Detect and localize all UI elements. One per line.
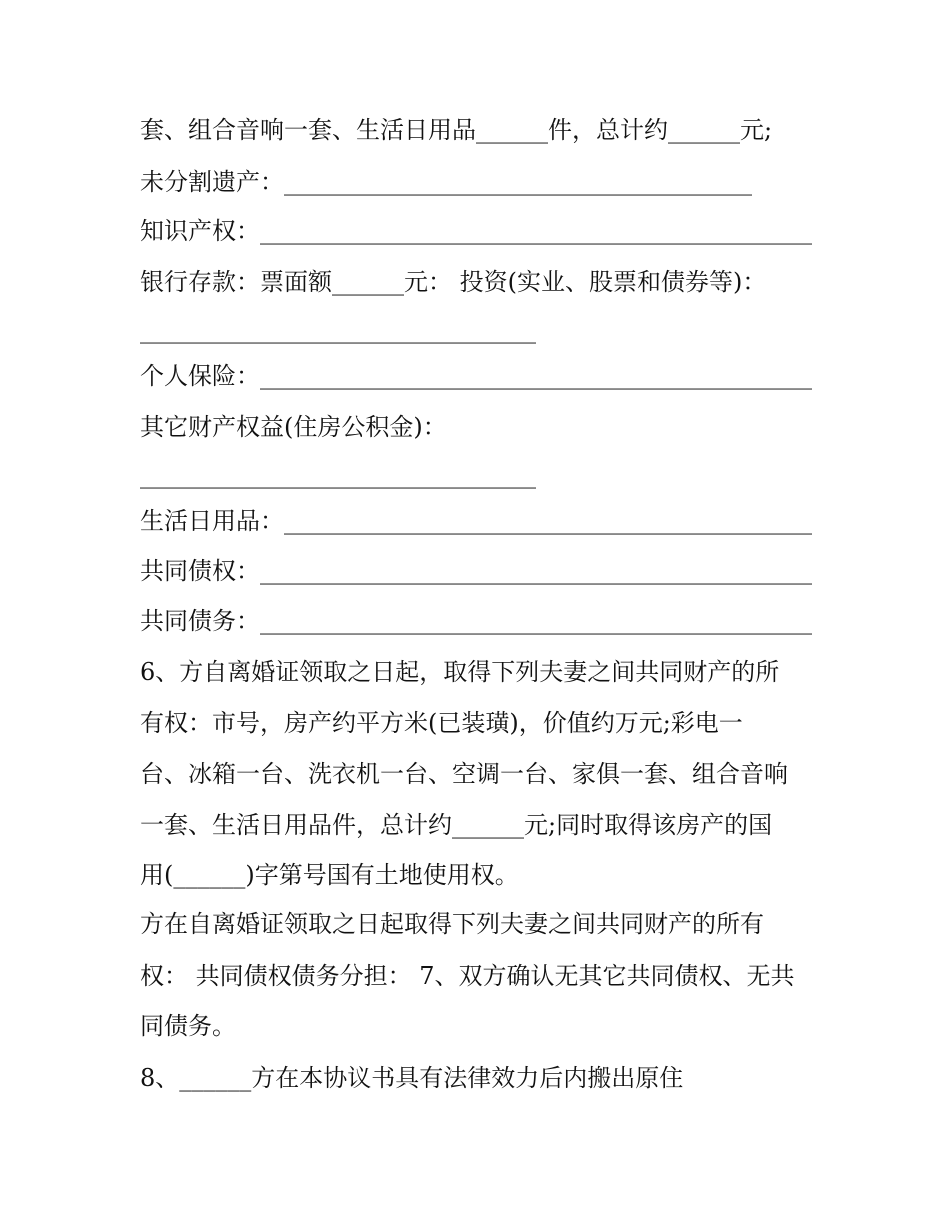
text-line-daily-goods: 生活日用品：____________________________________________ <box>140 507 812 535</box>
text-line-clause-7: 同债务。 <box>140 1012 236 1040</box>
text-line-household-items: 套、组合音响一套、生活日用品______件，总计约______元; <box>140 116 773 144</box>
text-line-personal-insurance: 个人保险：______________________________________________ <box>140 362 812 390</box>
text-line-joint-debts: 共同债务：______________________________________________ <box>140 607 812 635</box>
text-line-blank: _________________________________ <box>140 316 536 344</box>
text-line-other-property-rights: 其它财产权益(住房公积金)： <box>140 413 447 441</box>
text-line-undivided-estate: 未分割遗产：_______________________________________ <box>140 168 752 196</box>
text-line-clause-6: 台、冰箱一台、洗衣机一台、空调一台、家俱一套、组合音响 <box>140 760 788 788</box>
text-line-clause-6: 一套、生活日用品件，总计约______元;同时取得该房产的国 <box>140 811 773 839</box>
text-line-clause-6: 6、方自离婚证领取之日起，取得下列夫妻之间共同财产的所 <box>140 658 780 686</box>
text-line-joint-claims: 共同债权：______________________________________________ <box>140 557 812 585</box>
text-line-blank: _________________________________ <box>140 461 536 489</box>
text-line-intellectual-property: 知识产权：______________________________________________ <box>140 217 812 245</box>
text-line-clause-7: 权： 共同债权债务分担： 7、双方确认无其它共同债权、无共 <box>140 962 795 990</box>
text-line-clause-6: 有权：市号，房产约平方米(已装璜)，价值约万元;彩电一 <box>140 709 743 737</box>
text-line-clause-8: 8、______方在本协议书具有法律效力后内搬出原住 <box>140 1064 684 1092</box>
text-line-clause-6: 用(______)字第号国有土地使用权。 <box>140 861 519 889</box>
text-line-bank-deposits: 银行存款：票面额______元： 投资(实业、股票和债券等)： <box>140 268 767 296</box>
text-line-other-party: 方在自离婚证领取之日起取得下列夫妻之间共同财产的所有 <box>140 910 764 938</box>
